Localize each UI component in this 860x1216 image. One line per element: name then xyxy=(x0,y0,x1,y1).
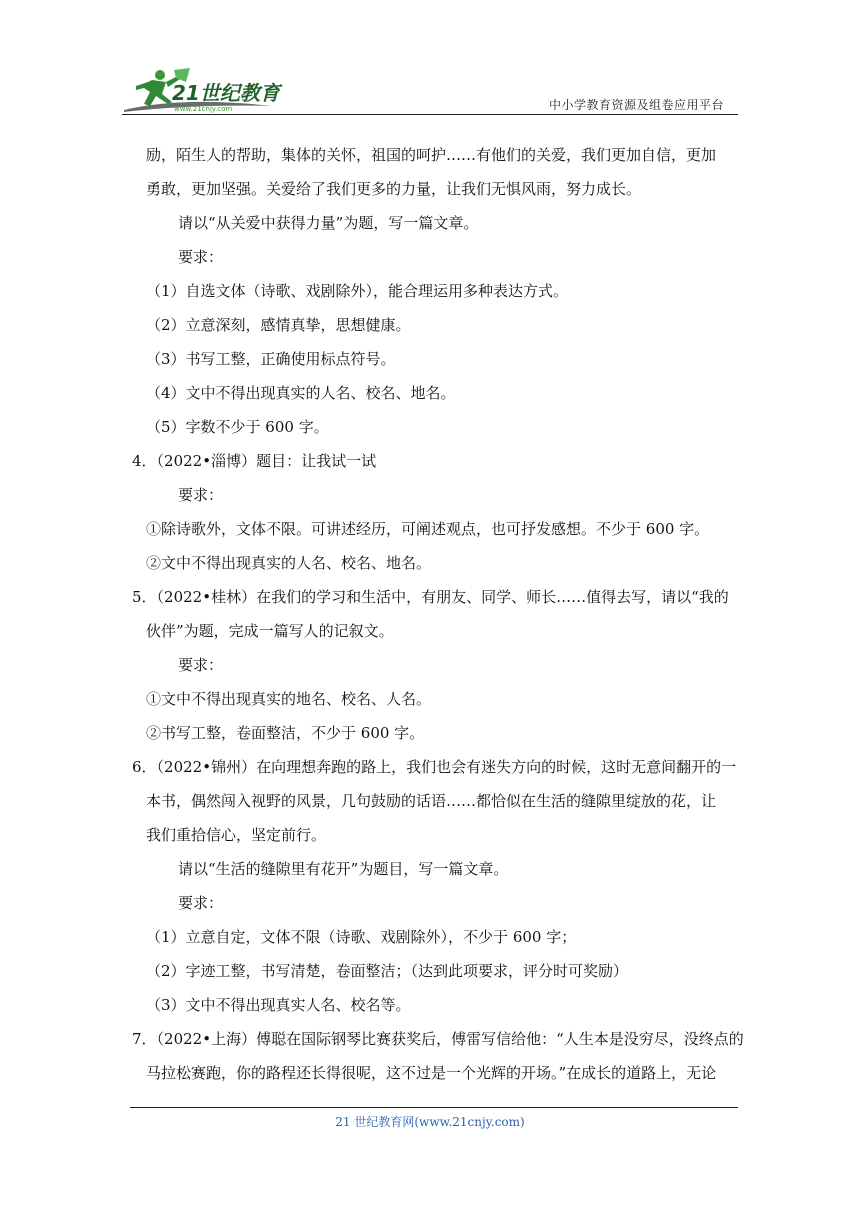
text-line: 马拉松赛跑，你的路程还长得很呢，这不过是一个光辉的开场。”在成长的道路上，无论 xyxy=(146,1064,717,1082)
text-line: 要求： xyxy=(178,248,224,266)
text-line: 要求： xyxy=(178,894,224,912)
text-line: 要求： xyxy=(178,486,224,504)
requirement-item: ②文中不得出现真实的人名、校名、地名。 xyxy=(146,554,432,572)
text-line: 要求： xyxy=(178,656,224,674)
question-7: 7．（2022•上海）傅聪在国际钢琴比赛获奖后，傅雷写信给他：“人生本是没穷尽，没终点的 xyxy=(132,1030,744,1048)
requirement-item: （5）字数不少于 600 字。 xyxy=(146,418,329,436)
requirement-item: （3）书写工整，正确使用标点符号。 xyxy=(146,350,396,368)
text-line: 励，陌生人的帮助，集体的关怀，祖国的呵护……有他们的关爱，我们更加自信，更加 xyxy=(146,146,717,164)
question-5: 5．（2022•桂林）在我们的学习和生活中，有朋友、同学、师长……值得去写，请以“我的 xyxy=(132,588,729,606)
requirement-item: （4）文中不得出现真实的人名、校名、地名。 xyxy=(146,384,456,402)
requirement-item: （3）文中不得出现真实人名、校名等。 xyxy=(146,996,411,1014)
logo-text: 21世纪教育 xyxy=(172,81,280,105)
footer-divider xyxy=(130,1107,738,1108)
site-logo xyxy=(122,66,302,114)
logo-url: www.21cnjy.com xyxy=(174,105,233,113)
question-4: 4．（2022•淄博）题目：让我试一试 xyxy=(132,452,377,470)
requirement-item: ②书写工整，卷面整洁，不少于 600 字。 xyxy=(146,724,425,742)
text-line: 伙伴”为题，完成一篇写人的记叙文。 xyxy=(146,622,394,640)
platform-name: 中小学教育资源及组卷应用平台 xyxy=(548,98,724,112)
page-header xyxy=(122,66,738,116)
text-line: 请以“从关爱中获得力量”为题，写一篇文章。 xyxy=(178,214,479,232)
text-line: 请以“生活的缝隙里有花开”为题目，写一篇文章。 xyxy=(178,860,509,878)
question-6: 6．（2022•锦州）在向理想奔跑的路上，我们也会有迷失方向的时候，这时无意间翻开的一 xyxy=(132,758,737,776)
text-line: 勇敢，更加坚强。关爱给了我们更多的力量，让我们无惧风雨，努力成长。 xyxy=(146,180,642,198)
requirement-item: （2）字迹工整，书写清楚，卷面整洁；（达到此项要求，评分时可奖励） xyxy=(146,962,629,980)
text-line: 本书，偶然闯入视野的风景，几句鼓励的话语……都恰似在生活的缝隙里绽放的花，让 xyxy=(146,792,717,810)
document-body xyxy=(132,138,744,1090)
requirement-item: （1）自选文体（诗歌、戏剧除外），能合理运用多种表达方式。 xyxy=(146,282,569,300)
text-line: 我们重拾信心，坚定前行。 xyxy=(146,826,327,844)
requirement-item: ①除诗歌外，文体不限。可讲述经历，可阐述观点，也可抒发感想。不少于 600 字。 xyxy=(146,520,710,538)
requirement-item: （1）立意自定，文体不限（诗歌、戏剧除外），不少于 600 字； xyxy=(146,928,577,946)
requirement-item: ①文中不得出现真实的地名、校名、人名。 xyxy=(146,690,432,708)
footer-link[interactable]: 21 世纪教育网(www.21cnjy.com) xyxy=(335,1115,525,1129)
requirement-item: （2）立意深刻，感情真挚，思想健康。 xyxy=(146,316,411,334)
header-divider xyxy=(122,114,738,115)
